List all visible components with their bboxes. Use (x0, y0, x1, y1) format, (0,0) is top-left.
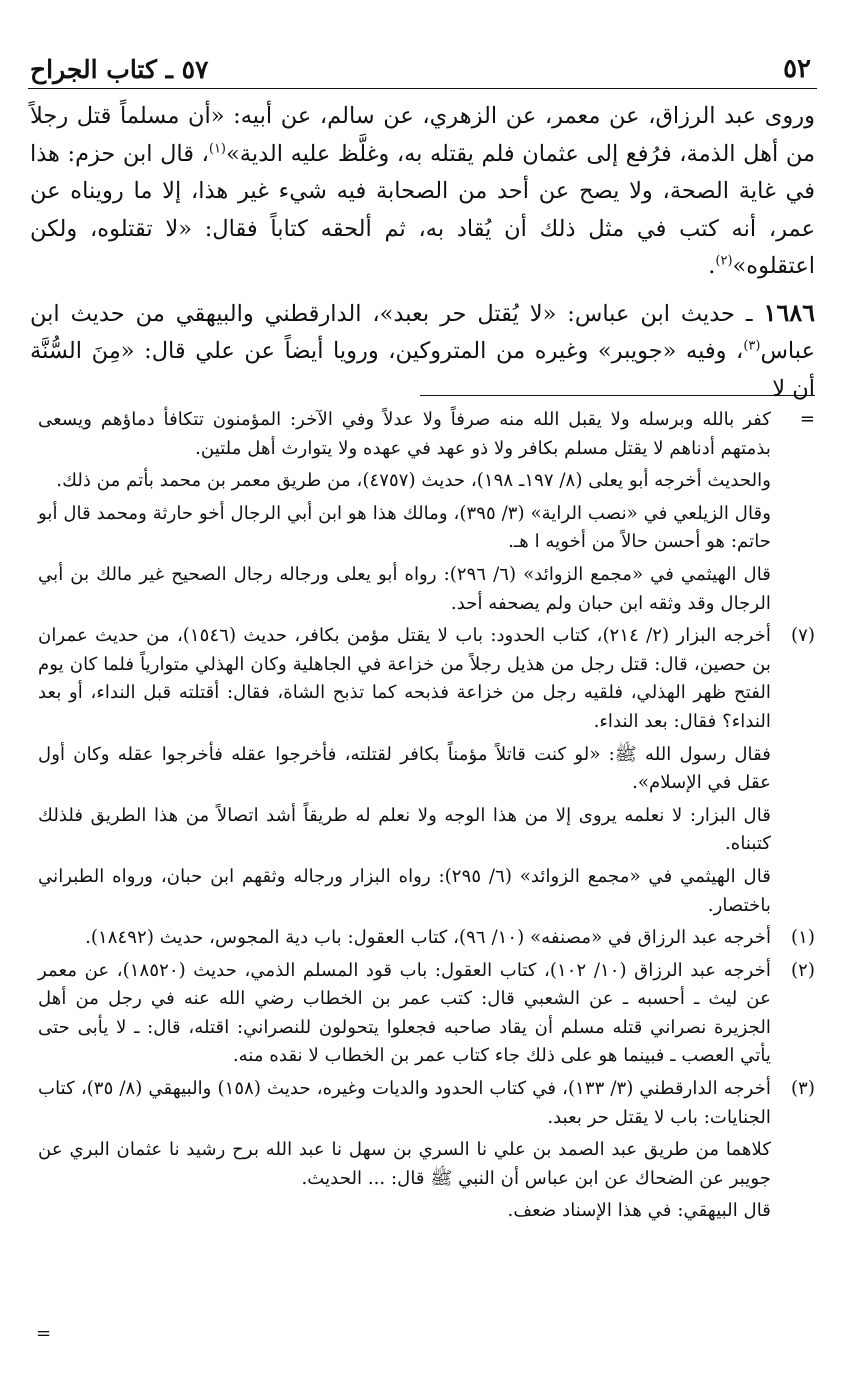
paragraph-text: ، قال ابن حزم: هذا في غاية الصحة، ولا يصح عن أحد من الصحابة فيه شيء غير هذا، إلا ما رويناه عن عمر، أنه كتب في مثل ذلك أن يُقاد به، ثم ألحقه كتاباً فقال: «لا تقتلوه، ولكن اعتقلوه» (30, 140, 815, 279)
footnote-ref: (٣) (743, 338, 761, 354)
footnote (38, 924, 815, 953)
page-header (30, 44, 811, 84)
footnote (38, 406, 815, 618)
footnote-marker: = (799, 409, 815, 430)
footnote-paragraph: قال البزار: لا نعلمه يروى إلا من هذا الوجه ولا نعلم له طريقاً أشد اتصالاً من هذا الطريق فلذلك كتبناه. (38, 804, 771, 855)
footnote-paragraph: قال الهيثمي في «مجمع الزوائد» (٦/ ٢٩٥): رواه البزار ورجاله وثقهم ابن حبان، ورواه الطبراني باختصار. (38, 865, 771, 916)
footnote-marker: (١) (791, 927, 815, 949)
paragraph-text: وروى عبد الرزاق، عن معمر، عن الزهري، عن سالم، عن أبيه: «أن مسلماً قتل رجلاً من أهل الذمة، فرُفع إلى عثمان فلم يقتله به، وغلَّظ عليه الدية» (30, 103, 815, 167)
page-number: ٥٢ (783, 54, 811, 84)
footnote (38, 622, 815, 920)
continuation-mark: = (36, 1323, 52, 1344)
footnote-paragraph: فقال رسول الله ﷺ: «لو كنت قاتلاً مؤمناً بكافر لقتلته، فأخرجوا عقله فأخرجوا عقله وكان أول عقل في الإسلام». (38, 743, 771, 794)
footnote-paragraph: أخرجه عبد الرزاق (١٠/ ١٠٢)، كتاب العقول: باب قود المسلم الذمي، حديث (١٨٥٢٠)، عن معمر عن ليث ـ أحسبه ـ عن الشعبي قال: كتب عمر بن الخطاب رضي الله عنه في رجل من أهل الجزيرة نصراني قتله مسلم أن يقاد صاحبه فجعلوا يتحولون للنصراني: اقتله، قال: ـ لا يأبى حتى يأتي العصب ـ فبينما هو على ذلك جاء كتاب عمر بن الخطاب لا نقده منه. (38, 959, 771, 1067)
hadith-paragraph (30, 294, 815, 409)
header-rule (28, 88, 817, 89)
footnote-paragraph: قال الهيثمي في «مجمع الزوائد» (٦/ ٢٩٦): رواه أبو يعلى ورجاله رجال الصحيح غير مالك بن أبي الرجال وقد وثقه ابن حبان ولم يصحفه أحد. (38, 563, 771, 614)
footnote-paragraph: وقال الزيلعي في «نصب الراية» (٣/ ٣٩٥)، ومالك هذا هو ابن أبي الرجال أخو حارثة ومحمد قال أبو حاتم: هو أحسن حالاً من أخويه ا هـ. (38, 502, 771, 553)
footnote-marker: (٢) (791, 959, 815, 981)
paragraph (30, 98, 815, 286)
footnote-paragraph: أخرجه البزار (٢/ ٢١٤)، كتاب الحدود: باب لا يقتل مؤمن بكافر، حديث (١٥٤٦)، من حديث عمران بن حصين، قال: قتل رجل من هذيل رجلاً من خزاعة في الجاهلية وكان الهذلي متوارياً فلما كان يوم الفتح ظهر الهذلي، فلقيه رجل من خزاعة فذبحه كما تذبح الشاة، فقال: أقتلته قبل النداء، أو بعد النداء؟ فقال: بعد النداء. (38, 625, 771, 732)
footnote-separator (420, 395, 815, 396)
paragraph-text: . (708, 253, 716, 279)
footnote-ref: (٢) (715, 253, 733, 269)
footnote-paragraph: أخرجه الدارقطني (٣/ ١٣٣)، في كتاب الحدود والديات وغيره، حديث (١٥٨) والبيهقي (٨/ ٣٥)، كتاب الجنايات: باب لا يقتل حر بعبد. (38, 1078, 771, 1128)
paragraph-text: ، وفيه «جويبر» وغيره من المتروكين، ورويا أيضاً عن علي قال: «مِنَ السُّنَّة أن لا (30, 338, 815, 402)
paragraph-text: ـ حديث ابن عباس: «لا يُقتل حر بعبد»، الدارقطني والبيهقي من حديث ابن عباس (30, 300, 815, 364)
running-title: ٥٧ ـ كتاب الجراح (30, 55, 209, 84)
footnote-paragraph: أخرجه عبد الرزاق في «مصنفه» (١٠/ ٩٦)، كتاب العقول: باب دية المجوس، حديث (١٨٤٩٢). (85, 927, 771, 949)
hadith-number: ١٦٨٦ (763, 297, 815, 327)
footnote (38, 957, 815, 1071)
footnote-paragraph: والحديث أخرجه أبو يعلى (٨/ ١٩٧ـ ١٩٨)، حديث (٤٧٥٧)، من طريق معمر بن محمد بأتم من ذلك. (56, 470, 771, 492)
footnote (38, 1075, 815, 1226)
footnote-ref: (١) (208, 141, 226, 156)
footnotes (38, 406, 815, 1226)
footnote-paragraph: كفر بالله وبرسله ولا يقبل الله منه صرفاً ولا عدلاً وفي الآخر: المؤمنون تتكافأ دماؤهم ويسعى بذمتهم أدناهم لا يقتل مسلم بكافر ولا ذو عهد في عهده ولا يتوارث أهل ملتين. (38, 409, 771, 459)
footnote-paragraph: كلاهما من طريق عبد الصمد بن علي نا السري بن سهل نا عبد الله برح رشيد نا عثمان البري عن جويبر عن الضحاك عن ابن عباس أن النبي ﷺ قال: ... الحديث. (38, 1139, 771, 1189)
footnote-paragraph: قال البيهقي: في هذا الإسناد ضعف. (507, 1200, 771, 1222)
footnote-marker: (٧) (791, 625, 815, 647)
main-text (30, 98, 815, 408)
footnote-marker: (٣) (791, 1078, 815, 1100)
